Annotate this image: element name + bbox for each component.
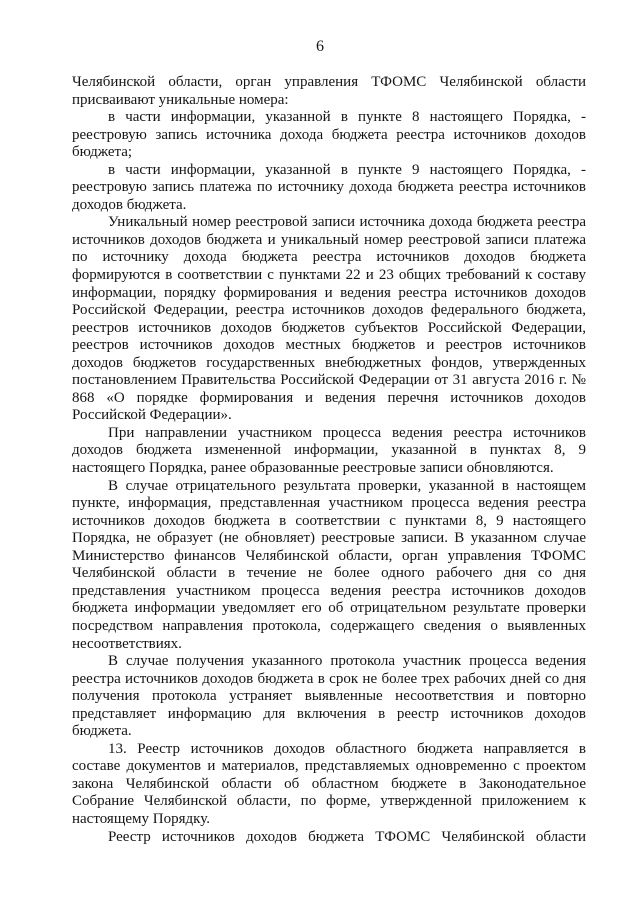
paragraph-unique-number: Уникальный номер реестровой записи источника дохода бюджета реестра источников доходов бюджета и уникальный номер реестровой записи платежа по источнику дохода бюджета реестра источников доходов бюджета формируются в соответствии с пунктами 22 и 23 общих требований к составу информации, порядку формирования и ведения реестра источников доходов Российской Федерации, реестра источников доходов федерального бюджета, реестров источников доходов бюджетов субъектов Российской Федерации, реестров источников доходов местных бюджетов и реестров источников доходов бюджетов государственных внебюджетных фондов, утвержденных постановлением Правительства Российской Федерации от 31 августа 2016 г. № 868 «О порядке формирования и ведения перечня источников доходов Российской Федерации». [72, 214, 586, 424]
paragraph-protocol: В случае получения указанного протокола участник процесса ведения реестра источников доходов бюджета в срок не более трех рабочих дней со дня получения протокола устраняет выявленные несоответствия и повторно представляет информацию для включения в реестр источников доходов бюджета. [72, 653, 586, 740]
paragraph-update-records: При направлении участником процесса ведения реестра источников доходов бюджета измененной информации, указанной в пунктах 8, 9 настоящего Порядка, ранее образованные реестровые записи обновляются. [72, 424, 586, 477]
paragraph-tfoms-registry: Реестр источников доходов бюджета ТФОМС Челябинской области [108, 828, 586, 845]
paragraph-continuation: Челябинской области, орган управления ТФОМС Челябинской области присваивают уникальные номера: [72, 74, 586, 108]
paragraph-item-9: в части информации, указанной в пункте 9 настоящего Порядка, - реестровую запись платежа по источнику дохода бюджета реестра источников доходов бюджета. [72, 161, 586, 213]
paragraph-section-13: 13. Реестр источников доходов областного бюджета направляется в составе документов и материалов, представляемых одновременно с проектом закона Челябинской области об областном бюджете в Законодательное Собрание Челябинской области, по форме, утвержденной приложением к настоящему Порядку. [72, 740, 586, 827]
page-number: 6 [316, 38, 324, 55]
paragraph-negative-result: В случае отрицательного результата проверки, указанной в настоящем пункте, информация, представленная участником процесса ведения реестра источников доходов бюджета в соответствии с пунктами 8, 9 настоящего Порядка, не образует (не обновляет) реестровые записи. В указанном случае Министерство финансов Челябинской области, орган управления ТФОМС Челябинской области в течение не более одного рабочего дня со дня представления участником процесса ведения реестра источников доходов бюджета информации уведомляет его об отрицательном результате проверки посредством направления протокола, содержащего сведения о выявленных несоответствиях. [72, 477, 586, 652]
paragraph-item-8: в части информации, указанной в пункте 8 настоящего Порядка, - реестровую запись источника дохода бюджета реестра источников доходов бюджета; [72, 109, 586, 161]
document-body [72, 74, 586, 846]
